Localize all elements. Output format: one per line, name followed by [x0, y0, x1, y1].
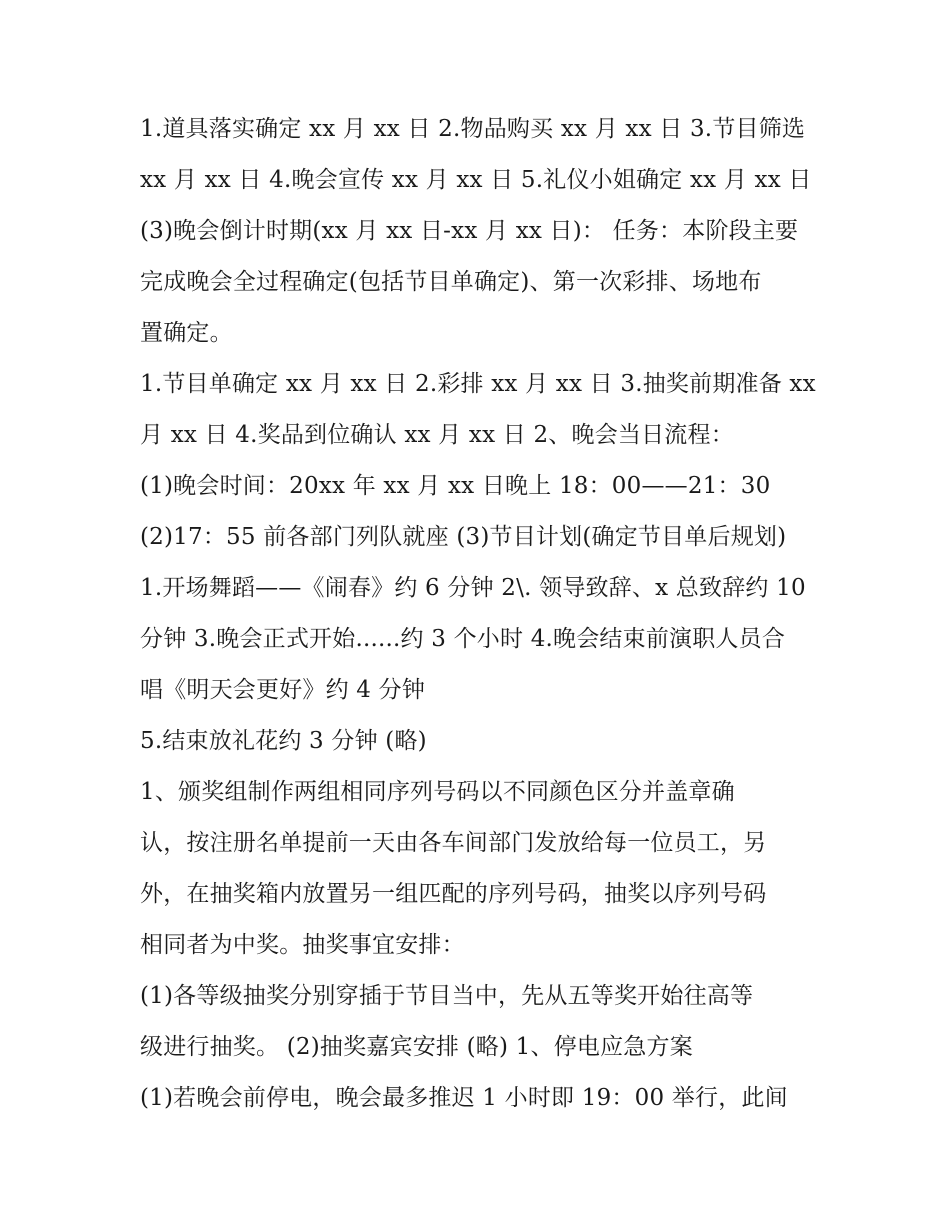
text-line: (1)晚会时间：20xx 年 xx 月 xx 日晚上 18：00——21：30 — [140, 473, 771, 499]
text-line: 1.道具落实确定 xx 月 xx 日 2.物品购买 xx 月 xx 日 3.节目筛选 — [140, 116, 806, 142]
text-line: 相同者为中奖。抽奖事宜安排： — [140, 932, 465, 958]
text-line: (3)晚会倒计时期(xx 月 xx 日-xx 月 xx 日)： 任务：本阶段主要 — [140, 218, 799, 244]
text-line: 置确定。 — [140, 320, 233, 346]
text-line: 月 xx 日 4.奖品到位确认 xx 月 xx 日 2、晚会当日流程： — [140, 422, 734, 448]
text-line: 1、颁奖组制作两组相同序列号码以不同颜色区分并盖章确 — [140, 779, 735, 805]
text-line: (1)各等级抽奖分别穿插于节目当中，先从五等奖开始往高等 — [140, 983, 754, 1009]
document-body — [140, 104, 820, 1124]
text-line: 唱《明天会更好》约 4 分钟 — [140, 677, 426, 703]
text-line: 1.开场舞蹈——《闹春》约 6 分钟 2\. 领导致辞、x 总致辞约 10 — [140, 575, 806, 601]
text-line: 认，按注册名单提前一天由各车间部门发放给每一位员工，另 — [140, 830, 767, 856]
text-line: (2)17：55 前各部门列队就座 (3)节目计划(确定节目单后规划) — [140, 524, 787, 550]
text-line: 外，在抽奖箱内放置另一组匹配的序列号码，抽奖以序列号码 — [140, 881, 767, 907]
text-line: 1.节目单确定 xx 月 xx 日 2.彩排 xx 月 xx 日 3.抽奖前期准备 xx — [140, 371, 816, 397]
text-line: 级进行抽奖。 (2)抽奖嘉宾安排 (略) 1、停电应急方案 — [140, 1034, 693, 1060]
text-line: 5.结束放礼花约 3 分钟 (略) — [140, 728, 427, 754]
text-line: (1)若晚会前停电，晚会最多推迟 1 小时即 19：00 举行，此间 — [140, 1085, 788, 1111]
text-line: xx 月 xx 日 4.晚会宣传 xx 月 xx 日 5.礼仪小姐确定 xx 月 xx 日 — [140, 167, 812, 193]
text-line: 分钟 3.晚会正式开始......约 3 个小时 4.晚会结束前演职人员合 — [140, 626, 786, 652]
text-line: 完成晚会全过程确定(包括节目单确定)、第一次彩排、场地布 — [140, 269, 762, 295]
